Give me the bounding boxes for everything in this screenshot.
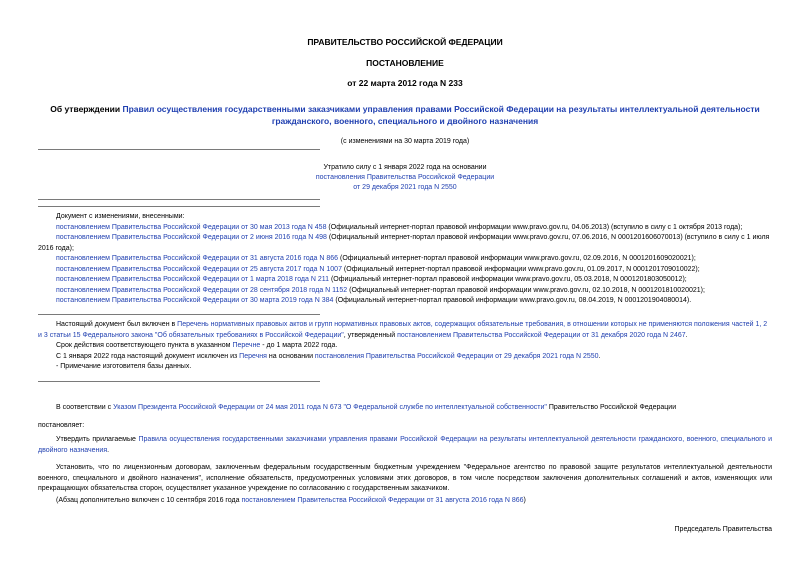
change-item-link[interactable]: постановлением Правительства Российской Федерации от 1 марта 2018 года N 211 [56, 276, 330, 283]
divider [38, 149, 320, 150]
divider [38, 381, 320, 382]
change-item-link[interactable]: постановлением Правительства Российской Федерации от 28 сентября 2018 года N 1152 [56, 286, 348, 294]
change-item-link[interactable]: постановлением Правительства Российской Федерации от 30 мая 2013 года N 458 [56, 223, 327, 231]
body-approve: Утвердить прилагаемые Правила осуществления государственными заказчиками управления правами Российской Федерации на результаты интеллектуальной деятельности гражданского, военного, специального и двойного назначения. [38, 436, 772, 454]
expired-link-date[interactable]: от 29 декабря 2021 года N 2550 [353, 184, 457, 192]
note-paragraph: - Примечание изготовителя базы данных. [56, 363, 192, 370]
changes-intro: Документ с изменениями, внесенными: [56, 213, 185, 220]
divider [38, 206, 320, 207]
changes-list [38, 212, 772, 307]
expired-note [38, 163, 772, 193]
expired-line: Утратило силу с 1 января 2022 года на основании [323, 164, 487, 171]
change-item-link[interactable]: постановлением Правительства Российской Федерации от 30 марта 2019 года N 384 [56, 297, 334, 304]
revision-note: (с изменениями на 30 марта 2019 года) [340, 138, 470, 145]
note-list-link[interactable]: Перечень нормативных правовых актов и групп нормативных правовых актов, содержащих обязательные требования, в отношении которых не применяются положения частей 1, 2 и 3 статьи 15 Федерального закона "Об обязательных требованиях в Российской Федерации" [38, 321, 768, 339]
approved-rules-link[interactable]: Правила осуществления государственными заказчиками управления правами Российской Федерации на результаты интеллектуальной деятельности гражданского, военного, специального и двойного назначения [38, 436, 772, 454]
change-item: постановлением Правительства Российской Федерации от 31 августа 2016 года N 866 (Официальный интернет-портал правовой информации www.pravo.gov.ru, 02.09.2016, N 0001201609020021); [56, 255, 696, 262]
note-paragraph: Настоящий документ был включен в Перечень нормативных правовых актов и групп нормативных правовых актов, содержащих обязательные требования, в отношении которых не применяются положения частей 1, 2 и 3 статьи 15 Федерального закона "Об обязательных требованиях в Российской Федерации", утвержденный постановлением Правительства Российской Федерации от 31 декабря 2020 года N 2467. [38, 321, 768, 339]
change-item: постановлением Правительства Российской Федерации от 2 июня 2016 года N 498 (Официальный интернет-портал правовой информации www.pravo.gov.ru, 07.06.2016, N 0001201606070013) (вступило в силу с 1 июля 2016 года); [38, 234, 770, 252]
body-amendment-note: (Абзац дополнительно включен с 10 сентября 2016 года постановлением Правительства Российской Федерации от 31 августа 2016 года N 866) [56, 497, 526, 504]
database-note [38, 320, 772, 373]
document-date: от 22 марта 2012 года N 233 [347, 78, 463, 88]
title-rules-link[interactable]: Правил осуществления государственными заказчиками управления правами Российской Федерации на результаты интеллектуальной деятельности гражданского, военного, специального и двойного назначения [122, 104, 760, 126]
divider [38, 314, 320, 315]
document-type: ПОСТАНОВЛЕНИЕ [366, 58, 444, 68]
presidential-decree-link[interactable]: Указом Президента Российской Федерации от 24 мая 2011 года N 673 "О Федеральной службе по интеллектуальной собственности" [113, 404, 547, 411]
change-item-link[interactable]: постановлением Правительства Российской Федерации от 31 августа 2016 года N 866 [56, 255, 339, 262]
note-paragraph: Срок действия соответствующего пункта в указанном Перечне - до 1 марта 2022 года. [56, 342, 338, 349]
change-item: постановлением Правительства Российской Федерации от 30 марта 2019 года N 384 (Официальный интернет-портал правовой информации www.pravo.gov.ru, 08.04.2019, N 0001201904080014). [56, 297, 692, 304]
change-item-link[interactable]: постановлением Правительства Российской Федерации от 2 июня 2016 года N 498 [56, 234, 327, 241]
change-item: постановлением Правительства Российской Федерации от 25 августа 2017 года N 1007 (Официальный интернет-портал правовой информации www.pravo.gov.ru, 01.09.2017, N 0001201709010022); [56, 265, 700, 273]
document-title [38, 104, 772, 128]
note-paragraph: С 1 января 2022 года настоящий документ исключен из Перечня на основании постановления Правительства Российской Федерации от 29 декабря 2021 года N 2550. [56, 352, 601, 360]
body-resolves: постановляет: [38, 422, 85, 429]
change-item-link[interactable]: постановлением Правительства Российской Федерации от 25 августа 2017 года N 1007 [56, 265, 342, 273]
expired-link-resolution[interactable]: постановления Правительства Российской Федерации [315, 174, 495, 182]
change-item: постановлением Правительства Российской Федерации от 1 марта 2018 года N 211 (Официальный интернет-портал правовой информации www.pravo.gov.ru, 05.03.2018, N 0001201803050012); [56, 276, 687, 283]
note-resolution-link[interactable]: постановления Правительства Российской Федерации от 29 декабря 2021 года N 2550 [314, 352, 599, 360]
note-list-link[interactable]: Перечня [239, 352, 267, 360]
government-heading: ПРАВИТЕЛЬСТВО РОССИЙСКОЙ ФЕДЕРАЦИИ [307, 37, 503, 47]
title-prefix: Об утверждении [50, 104, 123, 114]
divider [38, 199, 320, 200]
signature: Председатель Правительства [674, 526, 772, 533]
body-preamble: В соответствии с Указом Президента Российской Федерации от 24 мая 2011 года N 673 "О Федеральной службе по интеллектуальной собственности" Правительство Российской Федерации [56, 404, 677, 411]
change-item: постановлением Правительства Российской Федерации от 30 мая 2013 года N 458 (Официальный интернет-портал правовой информации www.pravo.gov.ru, 04.06.2013) (вступило в силу с 1 октября 2013 года); [56, 223, 743, 231]
change-item: постановлением Правительства Российской Федерации от 28 сентября 2018 года N 1152 (Официальный интернет-портал правовой информации www.pravo.gov.ru, 02.10.2018, N 0001201810020021); [56, 286, 705, 294]
note-resolution-link[interactable]: постановлением Правительства Российской Федерации от 31 декабря 2020 года N 2467 [397, 331, 686, 339]
note-list-link[interactable]: Перечне [232, 342, 261, 349]
amendment-link[interactable]: постановлением Правительства Российской Федерации от 31 августа 2016 года N 866 [241, 497, 524, 504]
body-licenses: Установить, что по лицензионным договорам, заключенным федеральным государственным бюджетным учреждением "Федеральное агентство по правовой защите результатов интеллектуальной деятельности военного, специального и двойного назначения", исполнение обязательств, предусмотренных условиями этих договоров, в том числе посредством заключения дополнительных соглашений и актов, изменяющих или прекращающих обязательства сторон, осуществляет указанное учреждение по согласованию с государственным заказчиком. [38, 464, 772, 492]
